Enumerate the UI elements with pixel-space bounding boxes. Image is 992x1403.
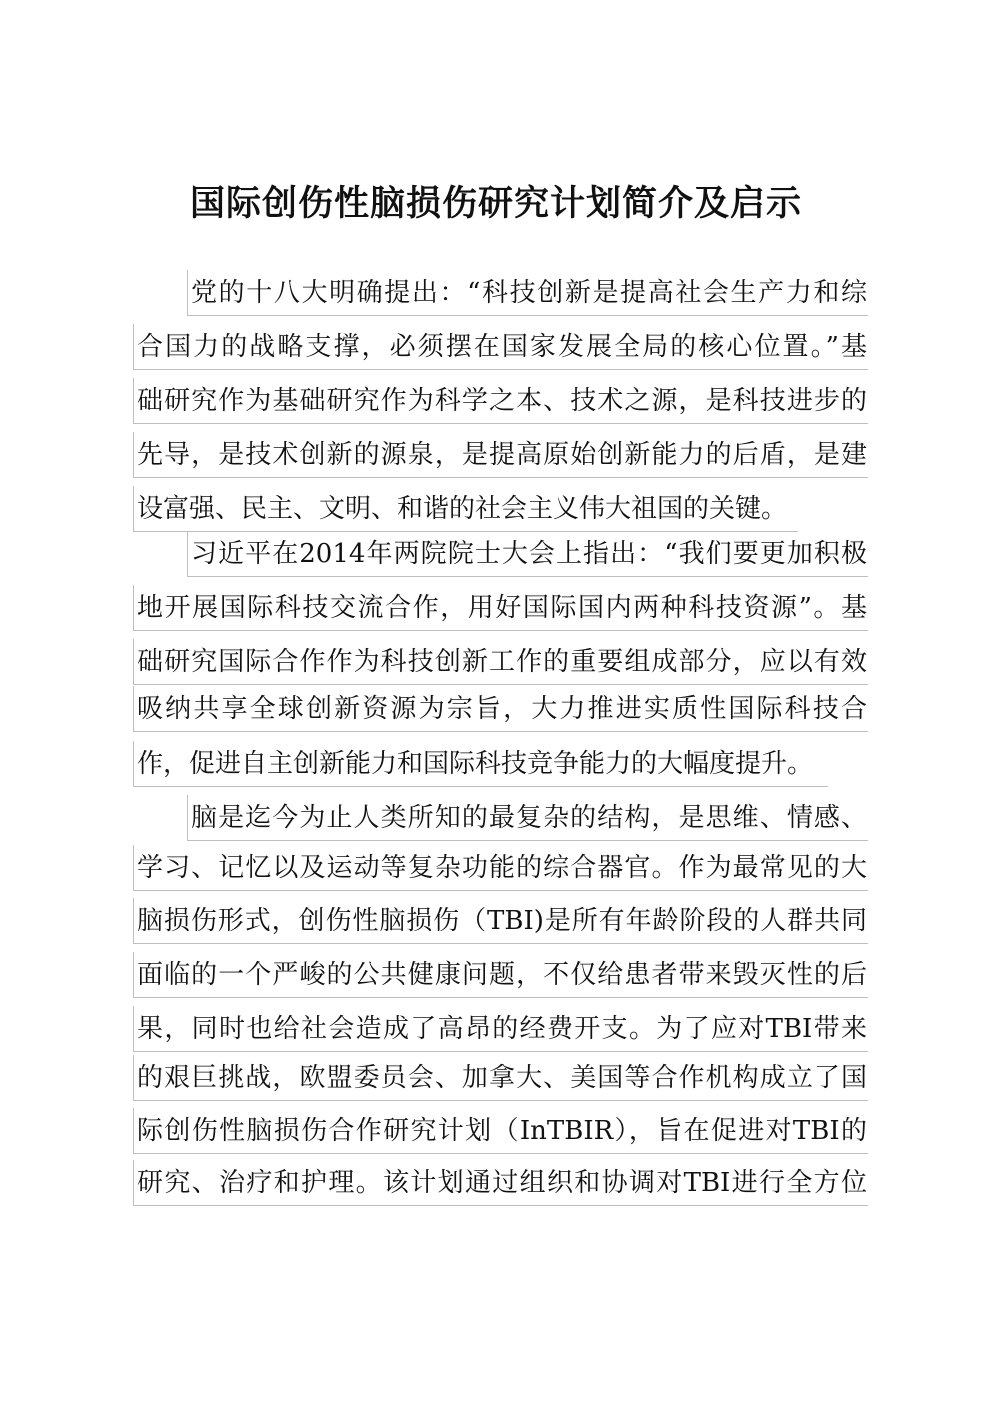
paragraph-1-line-4: 先导，是技术创新的源泉，是提高原始创新能力的后盾，是建 [133,432,868,478]
paragraph-3-line-4: 面临的一个严峻的公共健康问题，不仅给患者带来毁灭性的后 [133,952,868,998]
paragraph-2-line-4: 吸纳共享全球创新资源为宗旨，大力推进实质性国际科技合 [133,686,868,732]
paragraph-1-line-2: 合国力的战略支撑，必须摆在国家发展全局的核心位置。”基 [133,324,868,370]
document-title: 国际创伤性脑损伤研究计划简介及启示 [189,184,802,224]
paragraph-3-line-7: 际创伤性脑损伤合作研究计划（InTBIR），旨在促进对TBI的 [133,1108,868,1154]
paragraph-2-line-3: 础研究国际合作作为科技创新工作的重要组成部分，应以有效 [133,639,868,685]
paragraph-2-line-5: 作，促进自主创新能力和国际科技竞争能力的大幅度提升。 [133,741,828,787]
paragraph-3-line-3: 脑损伤形式，创伤性脑损伤（TBI)是所有年龄阶段的人群共同 [133,898,868,944]
paragraph-3-line-5: 果，同时也给社会造成了高昂的经费开支。为了应对TBI带来 [133,1006,868,1052]
paragraph-3-line-8: 研究、治疗和护理。该计划通过组织和协调对TBI进行全方位 [133,1160,868,1206]
paragraph-2-line-2: 地开展国际科技交流合作，用好国际国内两种科技资源”。基 [133,585,868,631]
paragraph-2-line-1: 习近平在2014年两院院士大会上指出：“我们要更加积极 [187,531,868,577]
paragraph-3-line-6: 的艰巨挑战，欧盟委员会、加拿大、美国等合作机构成立了国 [133,1055,868,1101]
paragraph-3-line-1: 脑是迄今为止人类所知的最复杂的结构，是思维、情感、 [187,795,868,841]
paragraph-1-line-5: 设富强、民主、文明、和谐的社会主义伟大祖国的关键。 [133,486,798,532]
paragraph-3-line-2: 学习、记忆以及运动等复杂功能的综合器官。作为最常见的大 [133,845,868,891]
paragraph-1-line-3: 础研究作为基础研究作为科学之本、技术之源，是科技进步的 [133,378,868,424]
paragraph-1-line-1: 党的十八大明确提出：“科技创新是提高社会生产力和综 [187,270,868,316]
